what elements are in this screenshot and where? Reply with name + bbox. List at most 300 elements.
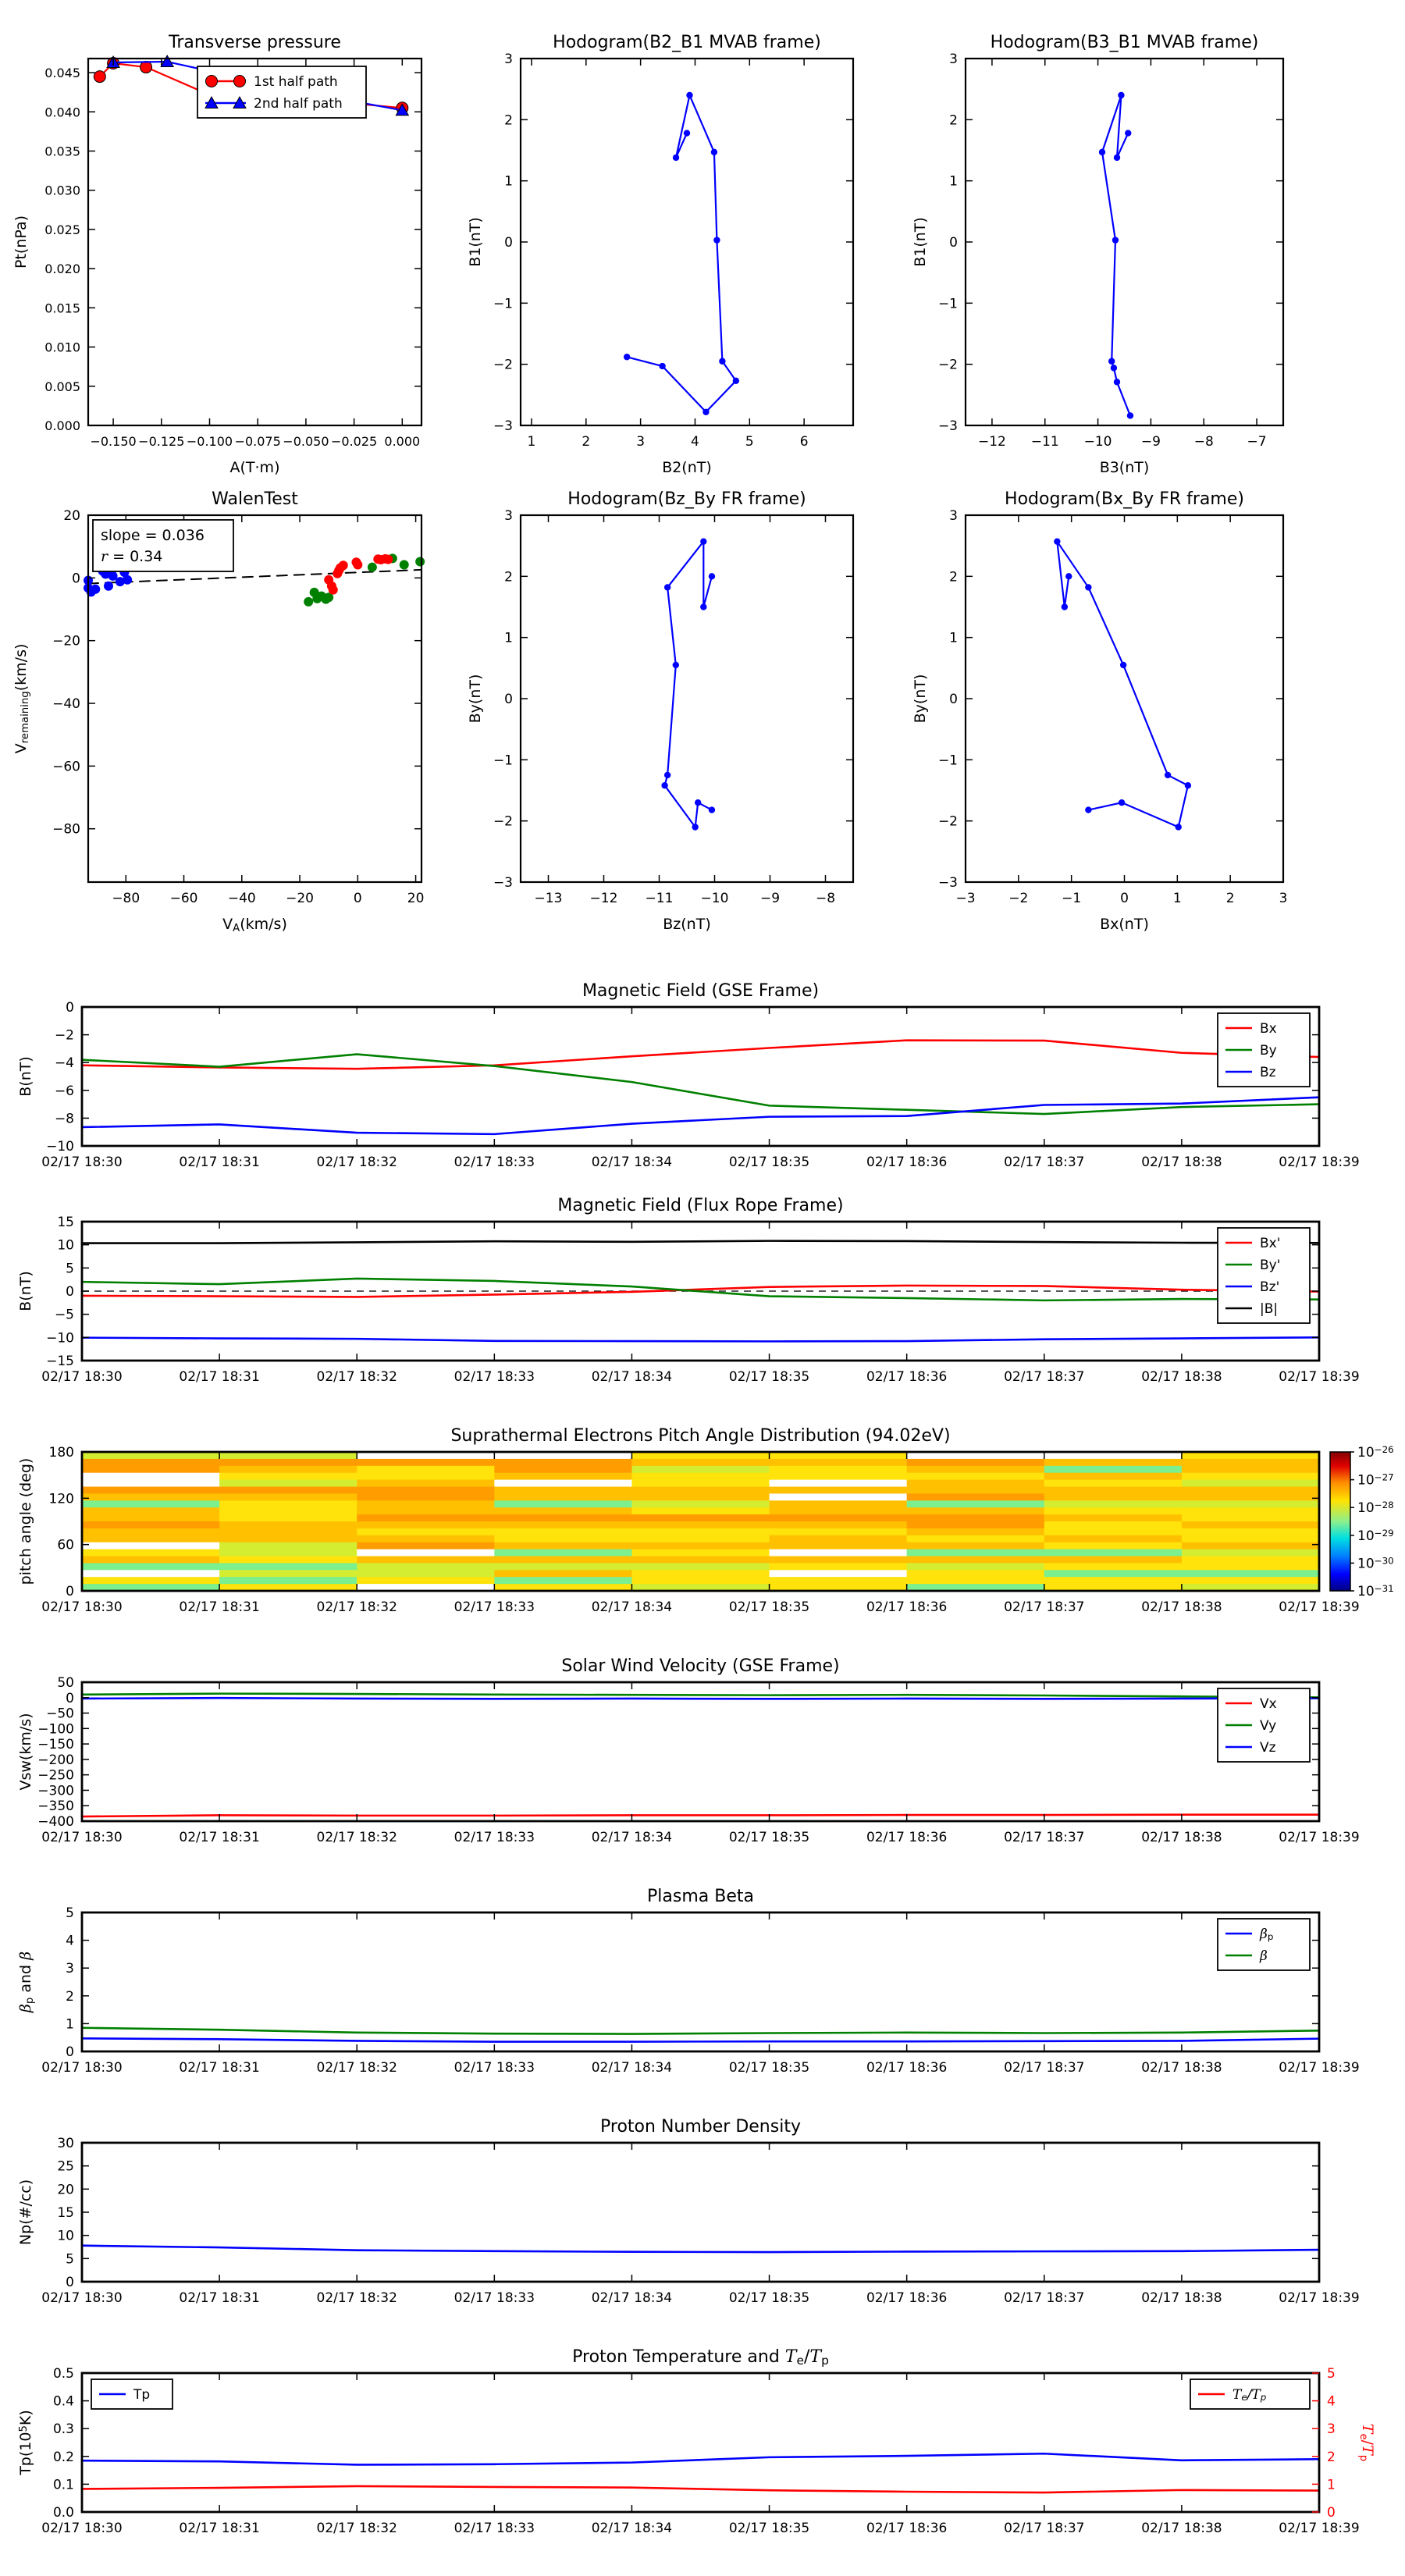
svg-text:02/17 18:37: 02/17 18:37	[1004, 2290, 1085, 2306]
svg-text:02/17 18:32: 02/17 18:32	[316, 2060, 397, 2076]
chart-title: Hodogram(B2_B1 MVAB frame)	[553, 33, 821, 52]
chart-np	[17, 2117, 1360, 2306]
chart-title: Solar Wind Velocity (GSE Frame)	[561, 1656, 840, 1676]
svg-text:Bz(nT): Bz(nT)	[663, 916, 711, 933]
svg-text:1: 1	[1172, 891, 1182, 906]
svg-text:02/17 18:36: 02/17 18:36	[866, 1830, 948, 1845]
svg-text:2: 2	[1225, 891, 1235, 906]
chart-title: Hodogram(Bx_By FR frame)	[1005, 489, 1244, 509]
svg-text:02/17 18:33: 02/17 18:33	[454, 2060, 535, 2076]
svg-text:0.0: 0.0	[52, 2505, 74, 2521]
chart-b_fr	[17, 1196, 1360, 1385]
svg-text:10−31: 10−31	[1357, 1583, 1394, 1599]
svg-text:5: 5	[66, 2251, 74, 2268]
svg-text:3: 3	[636, 434, 646, 450]
svg-text:10−28: 10−28	[1357, 1500, 1394, 1517]
svg-text:02/17 18:36: 02/17 18:36	[866, 1369, 948, 1385]
svg-text:−3: −3	[937, 418, 958, 434]
series-Vx	[82, 1815, 1319, 1816]
series-Tp	[82, 2453, 1319, 2464]
svg-text:−9: −9	[1140, 434, 1161, 450]
svg-text:02/17 18:30: 02/17 18:30	[41, 1830, 123, 1845]
svg-text:02/17 18:33: 02/17 18:33	[454, 2521, 535, 2536]
svg-text:5: 5	[66, 1261, 74, 1277]
series-|B|	[82, 1241, 1319, 1244]
svg-text:B1(nT): B1(nT)	[467, 217, 484, 267]
svg-text:−2: −2	[493, 357, 513, 373]
svg-text:−0.125: −0.125	[138, 434, 185, 449]
svg-text:−80: −80	[112, 891, 140, 906]
svg-text:Vz: Vz	[1260, 1740, 1276, 1756]
svg-text:−5: −5	[54, 1307, 74, 1323]
svg-text:02/17 18:35: 02/17 18:35	[728, 2290, 810, 2306]
svg-text:0: 0	[66, 1000, 74, 1016]
svg-text:1: 1	[504, 630, 513, 646]
svg-text:02/17 18:32: 02/17 18:32	[316, 1830, 397, 1845]
svg-text:2: 2	[504, 569, 513, 585]
chart-transverse_pressure	[12, 33, 422, 476]
svg-text:02/17 18:39: 02/17 18:39	[1279, 1369, 1360, 1385]
svg-text:Vy: Vy	[1260, 1718, 1277, 1734]
svg-text:2: 2	[949, 569, 958, 585]
svg-text:1: 1	[1327, 2477, 1336, 2493]
svg-text:02/17 18:30: 02/17 18:30	[41, 2521, 123, 2536]
svg-text:0: 0	[66, 1690, 74, 1706]
svg-text:−13: −13	[534, 891, 563, 906]
svg-text:−1: −1	[937, 296, 958, 312]
svg-text:02/17 18:36: 02/17 18:36	[866, 2290, 948, 2306]
svg-text:02/17 18:36: 02/17 18:36	[866, 1599, 948, 1615]
svg-text:−3: −3	[493, 875, 513, 891]
series-Bx	[82, 1041, 1319, 1069]
svg-text:02/17 18:36: 02/17 18:36	[866, 2060, 948, 2076]
svg-text:02/17 18:39: 02/17 18:39	[1279, 2290, 1360, 2306]
svg-text:02/17 18:31: 02/17 18:31	[179, 2060, 260, 2076]
svg-text:02/17 18:30: 02/17 18:30	[41, 2060, 123, 2076]
svg-text:02/17 18:39: 02/17 18:39	[1279, 2521, 1360, 2536]
chart-title: WalenTest	[212, 489, 298, 509]
chart-pad	[17, 1426, 1394, 1615]
svg-text:−60: −60	[52, 759, 80, 775]
annotation-box	[93, 520, 233, 571]
svg-text:5: 5	[66, 1905, 74, 1921]
svg-text:Np(#/cc): Np(#/cc)	[17, 2179, 34, 2246]
svg-text:02/17 18:38: 02/17 18:38	[1141, 1369, 1222, 1385]
series-cluster3	[324, 554, 393, 595]
svg-text:3: 3	[504, 508, 513, 524]
svg-text:4: 4	[66, 1933, 74, 1949]
svg-text:0.020: 0.020	[44, 262, 80, 277]
svg-text:−0.075: −0.075	[234, 434, 281, 449]
svg-text:−8: −8	[54, 1111, 74, 1127]
svg-text:By: By	[1260, 1043, 1277, 1059]
svg-text:02/17 18:34: 02/17 18:34	[591, 2060, 673, 2076]
chart-title: Plasma Beta	[647, 1887, 754, 1906]
svg-text:02/17 18:33: 02/17 18:33	[454, 1830, 535, 1845]
series-cluster2	[304, 553, 425, 606]
svg-text:Te/Tp: Te/Tp	[1357, 2423, 1376, 2462]
svg-text:02/17 18:34: 02/17 18:34	[591, 1369, 673, 1385]
svg-text:0.035: 0.035	[44, 144, 80, 159]
svg-text:0.2: 0.2	[52, 2449, 74, 2465]
svg-text:02/17 18:35: 02/17 18:35	[728, 2521, 810, 2536]
svg-text:02/17 18:39: 02/17 18:39	[1279, 1830, 1360, 1845]
svg-text:1: 1	[949, 630, 958, 646]
svg-text:0.045: 0.045	[44, 66, 80, 81]
svg-text:0: 0	[66, 1584, 74, 1599]
svg-text:Bx': Bx'	[1260, 1236, 1281, 1251]
svg-text:10−30: 10−30	[1357, 1555, 1394, 1572]
series-Te/Tp	[82, 2486, 1319, 2492]
svg-text:0: 0	[1327, 2505, 1336, 2521]
svg-text:Vremaining(km/s): Vremaining(km/s)	[12, 643, 31, 754]
svg-text:B3(nT): B3(nT)	[1099, 459, 1150, 476]
svg-text:−350: −350	[37, 1799, 74, 1815]
svg-text:02/17 18:38: 02/17 18:38	[1141, 2521, 1222, 2536]
series-Bz'	[82, 1337, 1319, 1341]
svg-text:02/17 18:37: 02/17 18:37	[1004, 1369, 1085, 1385]
svg-text:0: 0	[949, 692, 958, 707]
series-B	[624, 92, 739, 415]
svg-text:0.000: 0.000	[384, 434, 421, 449]
svg-text:02/17 18:31: 02/17 18:31	[179, 2290, 260, 2306]
svg-text:3: 3	[66, 1961, 74, 1977]
svg-text:0: 0	[66, 2044, 74, 2060]
series-B	[1054, 538, 1191, 830]
chart-hodogram_b3_b1	[912, 33, 1283, 476]
svg-text:0.000: 0.000	[44, 418, 80, 433]
chart-beta	[17, 1887, 1360, 2076]
svg-text:−3: −3	[493, 418, 513, 434]
svg-text:02/17 18:30: 02/17 18:30	[41, 2290, 123, 2306]
svg-text:−60: −60	[169, 891, 198, 906]
svg-text:20: 20	[63, 508, 80, 524]
svg-text:02/17 18:34: 02/17 18:34	[591, 1599, 673, 1615]
svg-text:3: 3	[1279, 891, 1288, 906]
svg-text:02/17 18:37: 02/17 18:37	[1004, 1830, 1085, 1845]
series-B	[661, 538, 715, 830]
series-β	[82, 2028, 1319, 2034]
svg-text:VA(km/s): VA(km/s)	[222, 916, 287, 934]
svg-text:2: 2	[66, 1988, 74, 2005]
svg-text:02/17 18:39: 02/17 18:39	[1279, 1599, 1360, 1615]
svg-text:B1(nT): B1(nT)	[912, 217, 929, 267]
svg-text:02/17 18:36: 02/17 18:36	[866, 1155, 948, 1170]
legend	[1218, 1688, 1310, 1762]
svg-text:02/17 18:38: 02/17 18:38	[1141, 2060, 1222, 2076]
svg-text:60: 60	[57, 1537, 74, 1553]
svg-text:−250: −250	[37, 1767, 74, 1784]
legend	[1190, 2379, 1310, 2409]
svg-text:βp and β: βp and β	[17, 1951, 36, 2013]
svg-text:50: 50	[57, 1675, 74, 1691]
svg-text:−8: −8	[815, 891, 836, 906]
svg-text:A(T·m): A(T·m)	[229, 459, 280, 476]
legend	[1218, 1919, 1310, 1970]
svg-text:02/17 18:34: 02/17 18:34	[591, 2290, 673, 2306]
svg-text:−1: −1	[493, 753, 513, 769]
chart-title: Hodogram(B3_B1 MVAB frame)	[990, 33, 1259, 52]
svg-text:1: 1	[66, 2016, 74, 2033]
svg-text:15: 15	[57, 1215, 74, 1230]
svg-text:−0.025: −0.025	[331, 434, 378, 449]
svg-text:Vsw(km/s): Vsw(km/s)	[17, 1713, 34, 1791]
svg-text:4: 4	[1327, 2393, 1336, 2410]
svg-text:3: 3	[504, 52, 513, 67]
svg-text:15: 15	[57, 2205, 74, 2221]
svg-text:−10: −10	[700, 891, 729, 906]
svg-text:0: 0	[504, 235, 513, 251]
svg-text:02/17 18:33: 02/17 18:33	[454, 1369, 535, 1385]
chart-vsw	[17, 1656, 1360, 1845]
svg-text:0: 0	[1120, 891, 1129, 906]
svg-text:−12: −12	[977, 434, 1006, 450]
chart-title: Magnetic Field (Flux Rope Frame)	[557, 1196, 844, 1215]
svg-text:−200: −200	[37, 1752, 74, 1768]
svg-text:−4: −4	[54, 1055, 74, 1072]
svg-text:r = 0.34: r = 0.34	[101, 548, 163, 565]
svg-text:−3: −3	[955, 891, 976, 906]
svg-text:10−27: 10−27	[1357, 1471, 1394, 1489]
svg-text:−2: −2	[937, 357, 958, 373]
chart-hodogram_bz_by	[467, 489, 853, 933]
svg-text:02/17 18:39: 02/17 18:39	[1279, 2060, 1360, 2076]
svg-text:02/17 18:36: 02/17 18:36	[866, 2521, 948, 2536]
chart-hodogram_bx_by	[912, 489, 1287, 933]
svg-text:0: 0	[353, 891, 362, 906]
series-Vy	[82, 1694, 1319, 1698]
svg-text:−1: −1	[937, 753, 958, 769]
svg-text:02/17 18:33: 02/17 18:33	[454, 1599, 535, 1615]
svg-text:02/17 18:38: 02/17 18:38	[1141, 1830, 1222, 1845]
svg-text:02/17 18:30: 02/17 18:30	[41, 1599, 123, 1615]
svg-text:0: 0	[72, 571, 80, 587]
svg-text:02/17 18:32: 02/17 18:32	[316, 1369, 397, 1385]
svg-text:02/17 18:30: 02/17 18:30	[41, 1155, 123, 1170]
svg-text:3: 3	[1327, 2421, 1336, 2438]
chart-walen	[12, 489, 425, 934]
svg-text:−12: −12	[589, 891, 618, 906]
svg-text:3: 3	[949, 52, 958, 67]
chart-title: Suprathermal Electrons Pitch Angle Distribution (94.02eV)	[450, 1426, 951, 1446]
svg-text:−9: −9	[759, 891, 781, 906]
svg-text:1: 1	[527, 434, 536, 450]
svg-text:By': By'	[1260, 1258, 1281, 1273]
svg-text:β: β	[1260, 1948, 1268, 1964]
svg-text:−6: −6	[54, 1083, 74, 1099]
svg-text:20: 20	[57, 2182, 74, 2198]
svg-text:Bz: Bz	[1260, 1065, 1276, 1080]
legend	[1218, 1228, 1310, 1323]
svg-text:0.3: 0.3	[52, 2421, 74, 2438]
svg-text:0.5: 0.5	[52, 2366, 74, 2382]
svg-text:−400: −400	[37, 1814, 74, 1830]
svg-text:5: 5	[745, 434, 754, 450]
svg-text:02/17 18:35: 02/17 18:35	[728, 2060, 810, 2076]
svg-text:02/17 18:37: 02/17 18:37	[1004, 2060, 1085, 2076]
chart-title: Proton Temperature and Te/Tp	[572, 2347, 829, 2368]
svg-text:02/17 18:31: 02/17 18:31	[179, 1599, 260, 1615]
series-B	[1099, 92, 1133, 419]
heatmap-cells	[82, 1452, 1320, 1592]
svg-text:02/17 18:32: 02/17 18:32	[316, 1599, 397, 1615]
series-Np	[82, 2246, 1319, 2252]
svg-text:02/17 18:37: 02/17 18:37	[1004, 1599, 1085, 1615]
svg-text:02/17 18:31: 02/17 18:31	[179, 2521, 260, 2536]
svg-text:4: 4	[691, 434, 699, 450]
svg-text:1: 1	[504, 173, 513, 190]
svg-text:B2(nT): B2(nT)	[662, 459, 712, 476]
svg-text:−2: −2	[54, 1027, 74, 1044]
svg-text:30: 30	[57, 2136, 74, 2151]
svg-text:10−26: 10−26	[1357, 1444, 1394, 1461]
svg-text:0.015: 0.015	[44, 301, 80, 316]
svg-text:02/17 18:35: 02/17 18:35	[728, 1830, 810, 1845]
svg-text:25: 25	[57, 2158, 74, 2175]
svg-text:3: 3	[949, 508, 958, 524]
svg-text:−1: −1	[1062, 891, 1082, 906]
svg-text:02/17 18:37: 02/17 18:37	[1004, 1155, 1085, 1170]
svg-text:|B|: |B|	[1260, 1301, 1279, 1317]
chart-b_gse	[17, 981, 1360, 1170]
svg-text:−0.050: −0.050	[283, 434, 329, 449]
svg-text:Vx: Vx	[1260, 1696, 1277, 1712]
svg-text:02/17 18:34: 02/17 18:34	[591, 2521, 673, 2536]
svg-text:B(nT): B(nT)	[17, 1056, 34, 1097]
colorbar	[1330, 1452, 1350, 1591]
svg-text:02/17 18:34: 02/17 18:34	[591, 1830, 673, 1845]
svg-text:Pt(nPa): Pt(nPa)	[12, 215, 30, 269]
series-βp	[82, 2038, 1319, 2041]
svg-text:βp: βp	[1260, 1927, 1274, 1943]
svg-text:Bx: Bx	[1260, 1021, 1277, 1037]
svg-text:2: 2	[582, 434, 591, 450]
svg-text:−10: −10	[46, 1330, 74, 1347]
svg-text:0: 0	[66, 1284, 74, 1300]
svg-text:−40: −40	[227, 891, 256, 906]
svg-text:−0.150: −0.150	[90, 434, 137, 449]
svg-text:−20: −20	[286, 891, 314, 906]
svg-text:0.4: 0.4	[52, 2393, 74, 2410]
svg-text:−1: −1	[493, 296, 513, 312]
svg-text:02/17 18:35: 02/17 18:35	[728, 1599, 810, 1615]
svg-text:0.1: 0.1	[52, 2477, 74, 2493]
svg-text:10−29: 10−29	[1357, 1528, 1394, 1544]
svg-text:02/17 18:33: 02/17 18:33	[454, 1155, 535, 1170]
svg-text:02/17 18:31: 02/17 18:31	[179, 1830, 260, 1845]
svg-text:1st half path: 1st half path	[254, 74, 338, 90]
svg-text:−10: −10	[1083, 434, 1112, 450]
svg-text:2nd half path: 2nd half path	[254, 96, 343, 112]
svg-text:20: 20	[407, 891, 425, 906]
svg-text:−3: −3	[937, 875, 958, 891]
svg-text:By(nT): By(nT)	[467, 674, 484, 724]
svg-text:−11: −11	[1030, 434, 1059, 450]
svg-text:02/17 18:32: 02/17 18:32	[316, 1155, 397, 1170]
svg-text:0.040: 0.040	[44, 105, 80, 120]
svg-text:−10: −10	[46, 1139, 74, 1155]
svg-text:−11: −11	[645, 891, 674, 906]
svg-text:6: 6	[799, 434, 809, 450]
svg-text:10: 10	[57, 2228, 74, 2244]
svg-text:1: 1	[949, 173, 958, 190]
svg-text:0: 0	[949, 235, 958, 251]
legend	[91, 2379, 173, 2409]
svg-text:pitch angle (deg): pitch angle (deg)	[17, 1457, 34, 1585]
svg-text:02/17 18:32: 02/17 18:32	[316, 2521, 397, 2536]
svg-text:Tp(105K): Tp(105K)	[17, 2410, 34, 2475]
svg-text:−8: −8	[1193, 434, 1214, 450]
svg-text:2: 2	[949, 112, 958, 129]
svg-text:−7: −7	[1247, 434, 1267, 450]
svg-text:−0.100: −0.100	[186, 434, 233, 449]
svg-text:−20: −20	[52, 633, 80, 649]
svg-text:02/17 18:31: 02/17 18:31	[179, 1369, 260, 1385]
svg-text:B(nT): B(nT)	[17, 1271, 34, 1311]
svg-text:Tp: Tp	[133, 2387, 151, 2403]
svg-text:180: 180	[48, 1445, 74, 1461]
svg-text:0.025: 0.025	[44, 222, 80, 237]
svg-text:−150: −150	[37, 1737, 74, 1753]
legend	[1218, 1013, 1310, 1087]
svg-text:Bx(nT): Bx(nT)	[1100, 916, 1149, 933]
svg-text:0.010: 0.010	[44, 340, 80, 355]
svg-text:By(nT): By(nT)	[912, 674, 929, 724]
svg-text:0: 0	[66, 2275, 74, 2290]
svg-text:5: 5	[1327, 2366, 1336, 2382]
svg-text:Te/Tp: Te/Tp	[1232, 2387, 1267, 2403]
svg-text:−100: −100	[37, 1721, 74, 1738]
svg-text:0.005: 0.005	[44, 379, 80, 394]
chart-title: Transverse pressure	[169, 33, 341, 52]
svg-text:02/17 18:38: 02/17 18:38	[1141, 2290, 1222, 2306]
chart-temp	[17, 2347, 1376, 2536]
chart-hodogram_b2_b1	[467, 33, 853, 476]
svg-text:−300: −300	[37, 1783, 74, 1799]
svg-text:120: 120	[48, 1491, 74, 1507]
svg-text:02/17 18:31: 02/17 18:31	[179, 1155, 260, 1170]
svg-text:02/17 18:30: 02/17 18:30	[41, 1369, 123, 1385]
svg-text:2: 2	[1327, 2449, 1336, 2465]
svg-text:0: 0	[504, 692, 513, 707]
chart-title: Hodogram(Bz_By FR frame)	[567, 489, 806, 509]
svg-text:02/17 18:32: 02/17 18:32	[316, 2290, 397, 2306]
svg-text:−2: −2	[1008, 891, 1029, 906]
series-Bz	[82, 1098, 1319, 1134]
chart-title: Proton Number Density	[600, 2117, 801, 2137]
svg-text:Bz': Bz'	[1260, 1279, 1280, 1295]
svg-text:−50: −50	[46, 1706, 74, 1722]
svg-text:02/17 18:34: 02/17 18:34	[591, 1155, 673, 1170]
svg-text:−80: −80	[52, 821, 80, 838]
svg-text:2: 2	[504, 112, 513, 129]
svg-text:−2: −2	[937, 813, 958, 830]
svg-text:02/17 18:38: 02/17 18:38	[1141, 1155, 1222, 1170]
svg-text:02/17 18:39: 02/17 18:39	[1279, 1155, 1360, 1170]
svg-text:−15: −15	[46, 1354, 74, 1369]
svg-text:02/17 18:37: 02/17 18:37	[1004, 2521, 1085, 2536]
series-Vz	[82, 1698, 1319, 1699]
legend	[197, 66, 366, 118]
chart-title: Magnetic Field (GSE Frame)	[582, 981, 820, 1001]
svg-text:slope = 0.036: slope = 0.036	[101, 527, 205, 544]
svg-text:02/17 18:35: 02/17 18:35	[728, 1155, 810, 1170]
svg-text:−2: −2	[493, 813, 513, 830]
svg-text:10: 10	[57, 1237, 74, 1254]
svg-text:0.030: 0.030	[44, 183, 80, 198]
svg-text:02/17 18:38: 02/17 18:38	[1141, 1599, 1222, 1615]
svg-text:02/17 18:35: 02/17 18:35	[728, 1369, 810, 1385]
